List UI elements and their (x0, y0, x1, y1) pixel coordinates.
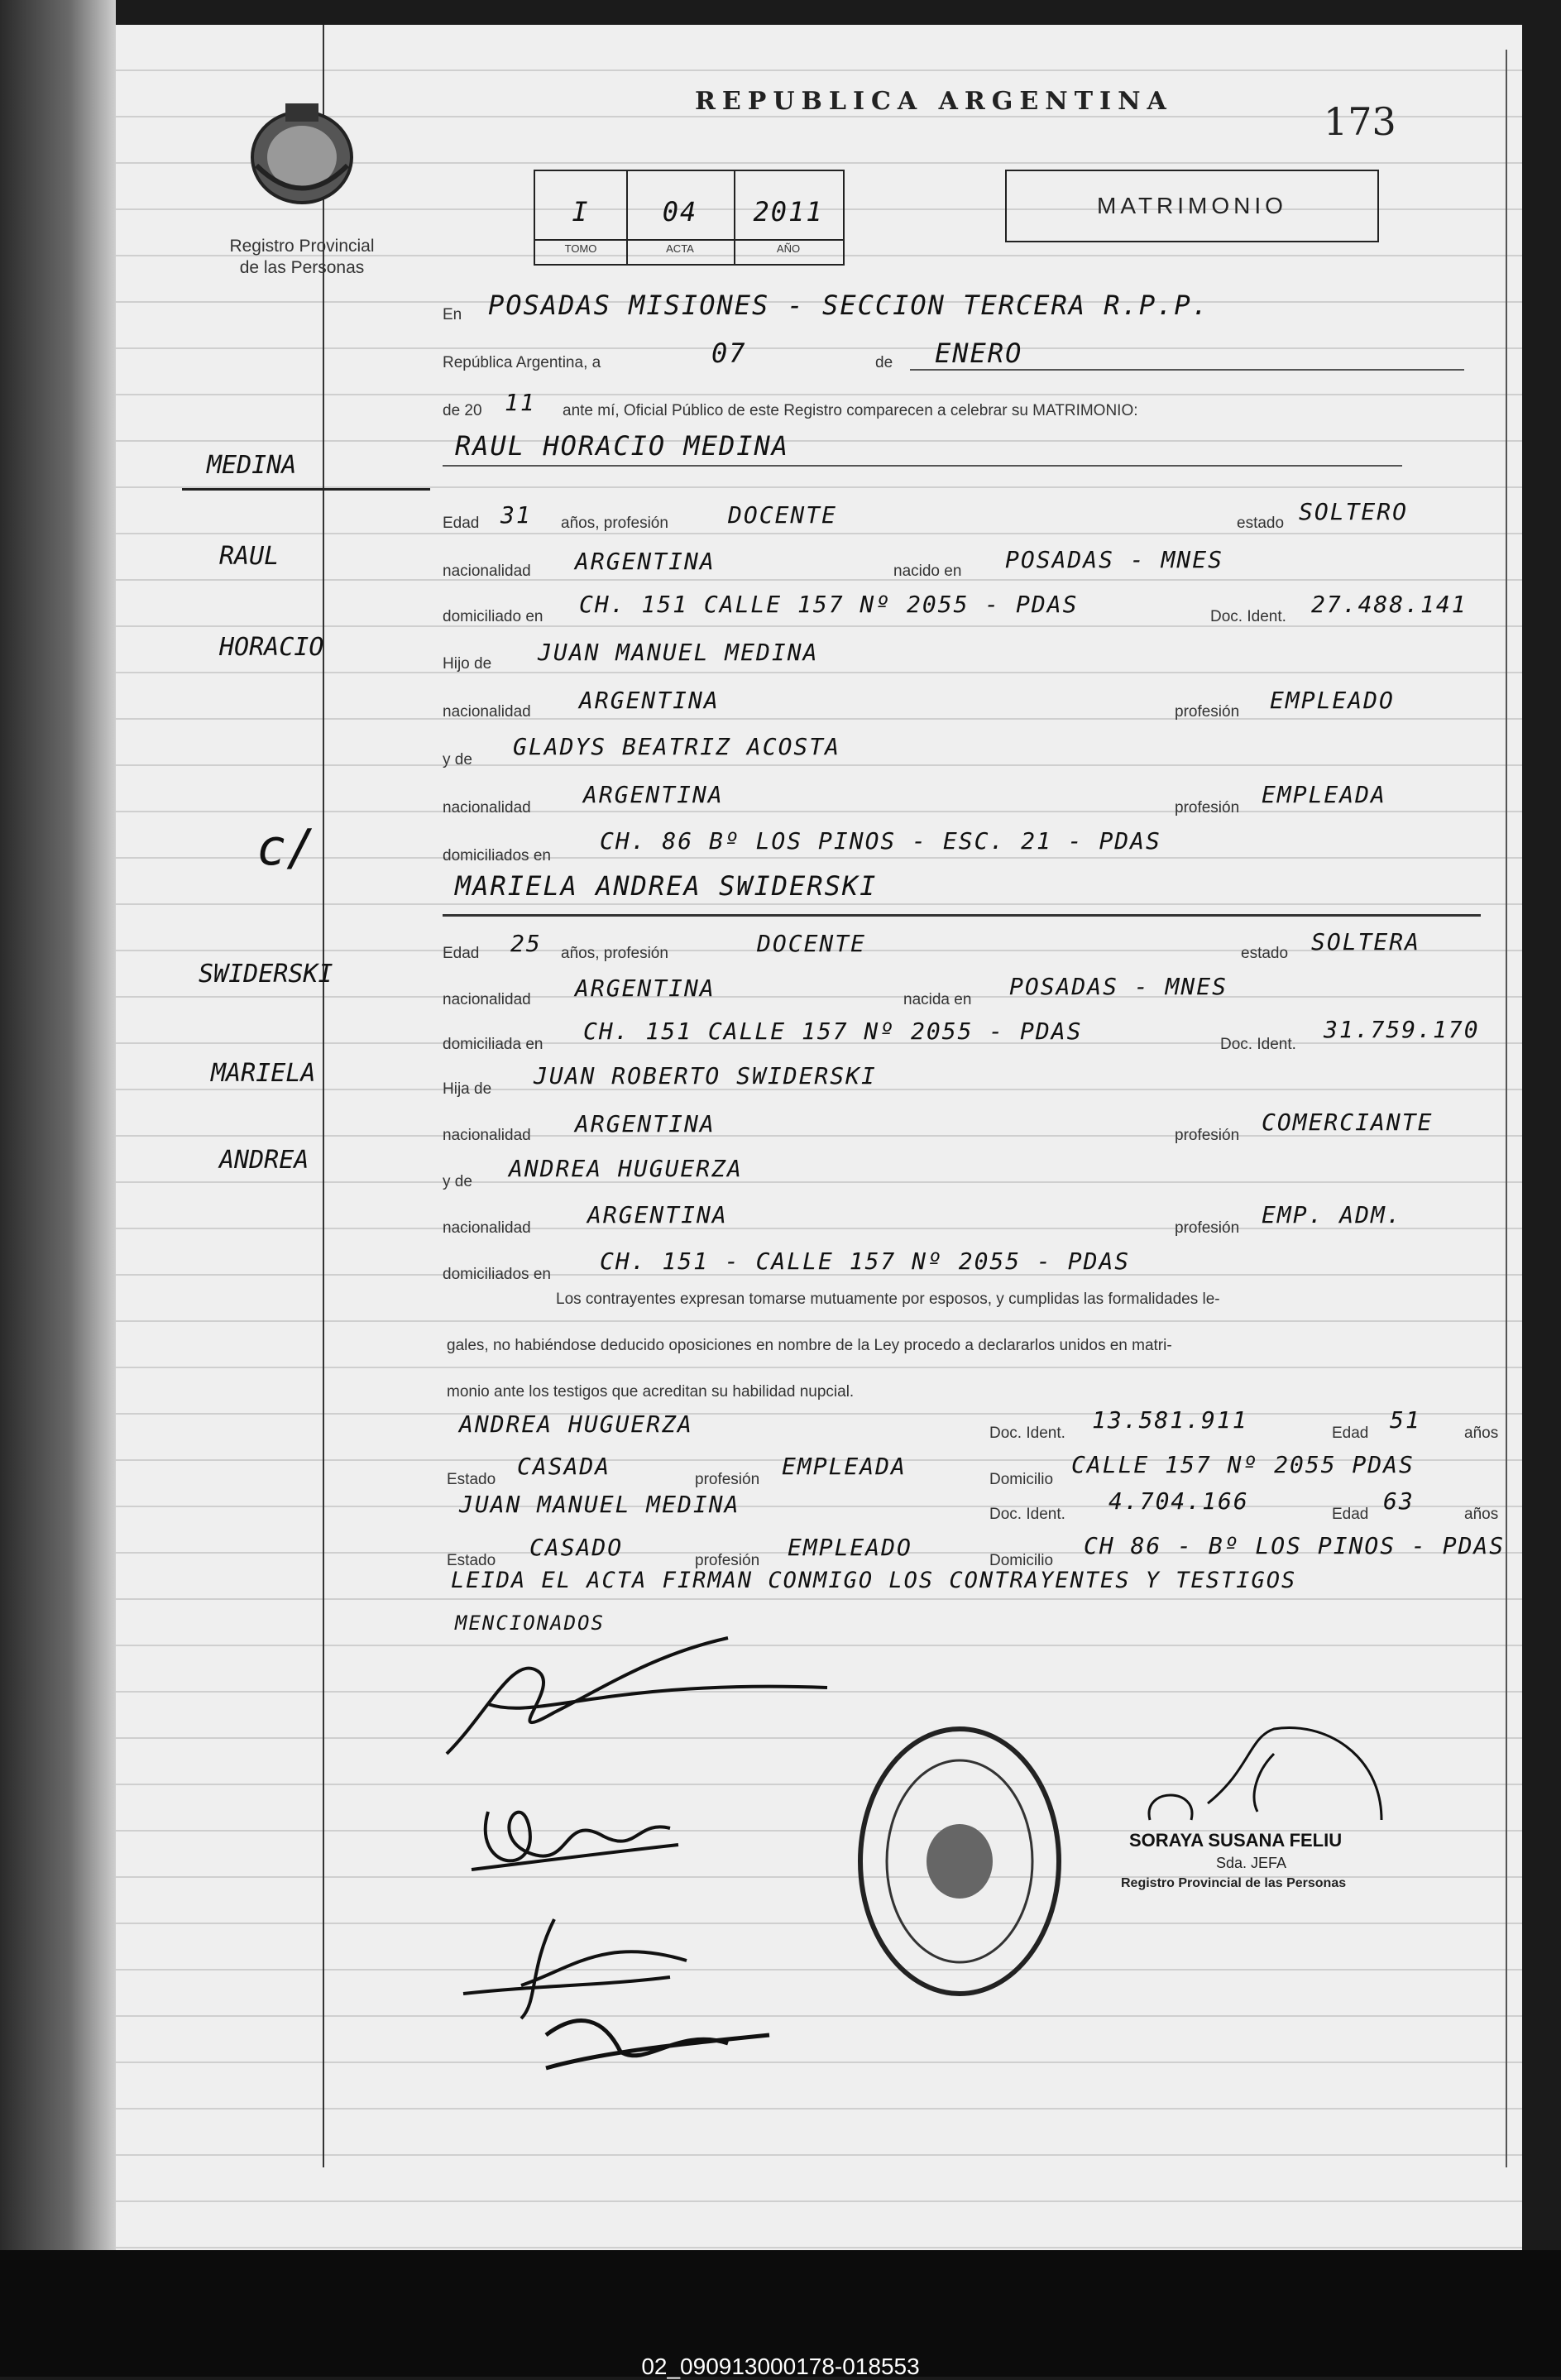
groom-mother-prof: EMPLEADA (1262, 781, 1386, 808)
groom-mother-nat: ARGENTINA (583, 781, 724, 808)
ano-value: 2011 (753, 196, 824, 227)
groom-hijo-label: Hijo de (443, 655, 492, 673)
bride-estado: SOLTERA (1311, 928, 1421, 955)
groom-mother-prof-label: profesión (1175, 799, 1240, 816)
margin-firstname-bride: MARIELA (211, 1059, 316, 1088)
witness-2-estado: CASADO (529, 1534, 624, 1561)
declaration-line-3: monio ante los testigos que acreditan su habilidad nupcial. (447, 1383, 855, 1401)
bride-estado-label: estado (1241, 945, 1289, 962)
groom-address: CH. 151 CALLE 157 Nº 2055 - PDAS (579, 591, 1079, 618)
signature-4-icon (546, 2021, 769, 2068)
bride-age: 25 (510, 930, 542, 957)
bride-mother-nat: ARGENTINA (587, 1201, 728, 1228)
witness-2-prof-label: profesión (695, 1552, 760, 1569)
witness-2-profession: EMPLEADO (788, 1534, 912, 1561)
groom-nat-label: nacionalidad (443, 563, 531, 580)
place: POSADAS MISIONES - SECCION TERCERA R.P.P. (488, 290, 1209, 321)
groom-estado-label: estado (1237, 515, 1285, 532)
registry-name-line-1: Registro Provincial (229, 237, 375, 256)
bride-doc-label: Doc. Ident. (1220, 1036, 1296, 1053)
witness-1-profession: EMPLEADA (782, 1453, 907, 1480)
bride-mother-prof-label: profesión (1175, 1219, 1240, 1237)
groom-birthplace: POSADAS - MNES (1005, 546, 1224, 573)
bride-address: CH. 151 CALLE 157 Nº 2055 - PDAS (583, 1018, 1083, 1045)
declaration-line-1: Los contrayentes expresan tomarse mutuamente por esposos, y cumplidas las formalidades le- (556, 1291, 1220, 1308)
bride-name: MARIELA ANDREA SWIDERSKI (455, 870, 878, 902)
official-signature-icon (1133, 1704, 1406, 1845)
signature-2-icon (472, 1812, 678, 1870)
margin-middlename-bride: ANDREA (219, 1146, 309, 1175)
witness-2-anos-label: años (1464, 1506, 1499, 1523)
bride-edad-label: Edad (443, 945, 480, 962)
witness-2-estado-label: Estado (447, 1552, 496, 1569)
witness-1-prof-label: profesión (695, 1471, 760, 1488)
registry-name-line-2: de las Personas (239, 258, 365, 277)
scan-id: 02_090913000178-018553 (641, 2354, 920, 2379)
bride-yde-label: y de (443, 1173, 472, 1190)
groom-parents-address: CH. 86 Bº LOS PINOS - ESC. 21 - PDAS (600, 827, 1161, 855)
intro-statement: ante mí, Oficial Público de este Registro comparecen a celebrar su MATRIMONIO: (563, 402, 1138, 419)
groom-estado: SOLTERO (1299, 498, 1409, 525)
margin-divider (323, 25, 324, 2167)
bride-mother-prof: EMP. ADM. (1262, 1201, 1402, 1228)
bride-father-prof: COMERCIANTE (1262, 1109, 1434, 1136)
tomo-label: TOMO (564, 242, 597, 255)
bride-parents-addr-label: domiciliados en (443, 1266, 551, 1283)
signature-1-icon (447, 1638, 827, 1754)
country-title: REPUBLICA ARGENTINA (695, 87, 1173, 116)
bride-father-prof-label: profesión (1175, 1127, 1240, 1144)
bride-father-nat-label: nacionalidad (443, 1127, 531, 1144)
groom-father-prof: EMPLEADO (1270, 687, 1395, 714)
bride-profession: DOCENTE (757, 930, 867, 957)
right-border (1506, 50, 1507, 2167)
official-title: Sda. JEFA (1216, 1855, 1287, 1871)
provincial-seal-icon (223, 87, 381, 219)
book-spine (0, 0, 116, 2300)
ano-label: AÑO (776, 242, 801, 255)
signature-3-icon (463, 1919, 687, 2018)
witness-1-doc: 13.581.911 (1092, 1406, 1248, 1434)
margin-firstname-groom: RAUL (219, 542, 280, 571)
witness-1-dom-label: Domicilio (989, 1471, 1054, 1488)
margin-surname-bride: SWIDERSKI (199, 960, 333, 989)
witness-2-dom-label: Domicilio (989, 1552, 1054, 1569)
official-office: Registro Provincial de las Personas (1121, 1876, 1347, 1890)
witness-1-edad-label: Edad (1332, 1425, 1369, 1442)
witness-1-name: ANDREA HUGUERZA (459, 1410, 693, 1438)
acta-label: ACTA (666, 242, 694, 255)
bride-father-nat: ARGENTINA (575, 1110, 716, 1137)
witness-1-estado-label: Estado (447, 1471, 496, 1488)
groom-parents-addr-label: domiciliados en (443, 847, 551, 864)
closing-line-1: LEIDA EL ACTA FIRMAN CONMIGO LOS CONTRAYENTES Y TESTIGOS (451, 1568, 1297, 1593)
registry-name (190, 236, 414, 279)
witness-2-edad-label: Edad (1332, 1506, 1369, 1523)
year-prefix: de 20 (443, 402, 482, 419)
bride-dom-label: domiciliada en (443, 1036, 543, 1053)
witness-2-age: 63 (1383, 1487, 1415, 1515)
signatures-block (438, 1621, 852, 2101)
de-label: de (875, 354, 893, 371)
en-label: En (443, 306, 462, 323)
date-month: ENERO (935, 338, 1023, 369)
groom-doc-label: Doc. Ident. (1210, 608, 1286, 625)
witness-1-estado: CASADA (517, 1453, 611, 1480)
margin-connector: c/ (256, 819, 317, 877)
bride-nat-label: nacionalidad (443, 991, 531, 1008)
republica-label: República Argentina, a (443, 354, 601, 371)
groom-father-prof-label: profesión (1175, 703, 1240, 721)
bride-doc: 31.759.170 (1324, 1016, 1480, 1043)
record-id-box (534, 170, 845, 266)
groom-name: RAUL HORACIO MEDINA (455, 430, 790, 462)
bride-nacida-label: nacida en (903, 991, 972, 1008)
groom-doc: 27.488.141 (1311, 591, 1468, 618)
groom-profession: DOCENTE (728, 501, 838, 529)
groom-father-nat: ARGENTINA (579, 687, 720, 714)
witness-2-doc-label: Doc. Ident. (989, 1506, 1065, 1523)
bride-mother-nat-label: nacionalidad (443, 1219, 531, 1237)
groom-anos-label: años, profesión (561, 515, 668, 532)
groom-father: JUAN MANUEL MEDINA (538, 639, 819, 666)
groom-age: 31 (500, 501, 532, 529)
tomo-value: I (572, 196, 590, 227)
date-day: 07 (711, 338, 747, 369)
groom-yde-label: y de (443, 751, 472, 769)
margin-middlename-groom: HORACIO (219, 633, 324, 662)
bride-parents-address: CH. 151 - CALLE 157 Nº 2055 - PDAS (600, 1247, 1131, 1275)
groom-mother: GLADYS BEATRIZ ACOSTA (513, 733, 841, 760)
groom-mother-nat-label: nacionalidad (443, 799, 531, 816)
witness-1-doc-label: Doc. Ident. (989, 1425, 1065, 1442)
groom-father-nat-label: nacionalidad (443, 703, 531, 721)
bride-mother: ANDREA HUGUERZA (509, 1155, 743, 1182)
bride-father: JUAN ROBERTO SWIDERSKI (534, 1062, 877, 1089)
witness-1-age: 51 (1390, 1406, 1421, 1434)
year-suffix: 11 (505, 389, 536, 416)
witness-1-anos-label: años (1464, 1425, 1499, 1442)
witness-2-doc: 4.704.166 (1109, 1487, 1249, 1515)
groom-edad-label: Edad (443, 515, 480, 532)
witness-2-name: JUAN MANUEL MEDINA (459, 1491, 740, 1518)
official-stamp-icon (852, 1721, 1067, 2002)
bride-hija-label: Hija de (443, 1080, 492, 1098)
witness-1-address: CALLE 157 Nº 2055 PDAS (1071, 1451, 1415, 1478)
bride-birthplace: POSADAS - MNES (1009, 973, 1228, 1000)
witness-2-address: CH 86 - Bº LOS PINOS - PDAS (1084, 1532, 1506, 1559)
bride-anos-label: años, profesión (561, 945, 668, 962)
declaration-line-2: gales, no habiéndose deducido oposiciones en nombre de la Ley procedo a declararlos unidos en matri- (447, 1337, 1172, 1354)
acta-value: 04 (662, 196, 698, 227)
bride-nationality: ARGENTINA (575, 975, 716, 1002)
record-type-box (1005, 170, 1379, 242)
margin-surname-groom: MEDINA (207, 451, 297, 480)
record-type: MATRIMONIO (1097, 193, 1287, 218)
groom-nationality: ARGENTINA (575, 548, 716, 575)
groom-nacido-label: nacido en (893, 563, 962, 580)
closing-line-2: MENCIONADOS (455, 1611, 605, 1635)
official-name: SORAYA SUSANA FELIU (1129, 1830, 1343, 1851)
page-number: 173 (1324, 99, 1396, 144)
groom-dom-label: domiciliado en (443, 608, 543, 625)
